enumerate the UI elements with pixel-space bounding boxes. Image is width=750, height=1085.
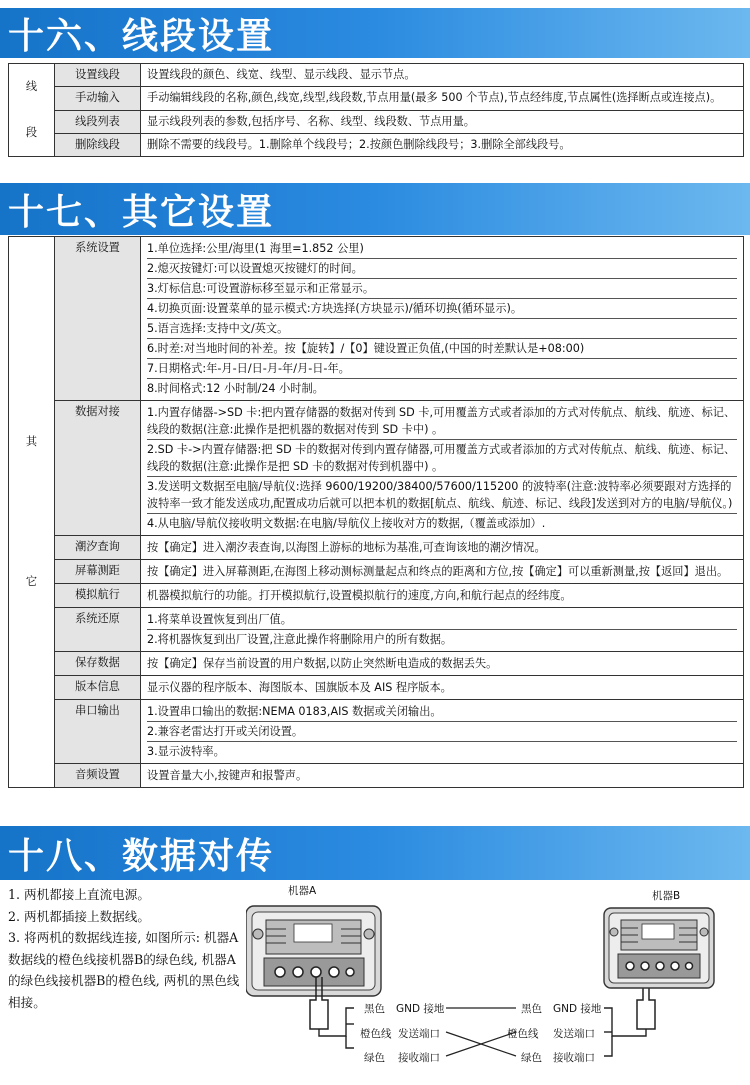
left-wire-orange-func: 发送端口 [398,1028,440,1040]
other-setting-row [9,676,744,700]
description-line: 6.时差:对当地时间的补差。按【旋转】/【0】键设置正负值,(中国的时差默认是+08:00) [147,338,737,358]
right-wire-green-func: 接收端口 [553,1052,595,1064]
step-1: 1. 两机都接上直流电源。 [8,887,150,902]
machine-b-label: 机器B [652,890,681,902]
segment-row [9,64,744,87]
other-setting-row [9,700,744,764]
setting-name: 数据对接 [55,401,141,536]
description-line: 7.日期格式:年-月-日/日-月-年/月-日-年。 [147,358,737,378]
segment-row [9,133,744,156]
description-line: 机器模拟航行的功能。打开模拟航行,设置模拟航行的速度,方向,和航行起点的经纬度。 [147,589,572,602]
description-line: 设置音量大小,按键声和报警声。 [147,769,308,782]
setting-name: 删除线段 [55,133,141,156]
right-wire-orange: 橙色线 [507,1028,539,1040]
description-line: 2.熄灭按键灯:可以设置熄灭按键灯的时间。 [147,258,737,278]
setting-name: 线段列表 [55,110,141,133]
description-line: 1.设置串口输出的数据:NEMA 0183,AIS 数据或关闭输出。 [147,705,442,718]
setting-description: 设置线段的颜色、线宽、线型、显示线段、显示节点。 [141,64,744,87]
other-setting-row [9,237,744,401]
setting-description [141,676,744,700]
setting-name: 版本信息 [55,676,141,700]
machine-a-device [246,906,381,996]
description-line: 4.从电脑/导航仪接收明文数据:在电脑/导航仪上接收对方的数据,（覆盖或添加）. [147,513,737,533]
section-16-title: 十六、线段设置 [0,8,750,58]
left-wire-green-func: 接收端口 [398,1052,440,1064]
description-line: 按【确定】进入潮汐表查询,以海图上游标的地标为基准,可查询该地的潮汐情况。 [147,541,546,554]
step-3: 3. 将两机的数据线连接, 如图所示: 机器A数据线的橙色线接机器B的绿色线, 机器A的绿色线接机器B的橙色线, 两机的黑色线相接。 [8,930,240,1010]
right-wire-orange-func: 发送端口 [553,1028,595,1040]
description-line: 按【确定】进入屏幕测距,在海图上移动测标测量起点和终点的距离和方位,按【确定】可以重新测量,按【返回】退出。 [147,565,729,578]
description-line: 4.切换页面:设置菜单的显示模式:方块选择(方块显示)/循环切换(循环显示)。 [147,298,737,318]
other-settings-table [8,236,744,788]
setting-description [141,560,744,584]
step-2: 2. 两机都插接上数据线。 [8,908,150,924]
left-wire-black-func: GND 接地 [396,1003,445,1015]
other-setting-row [9,560,744,584]
setting-description: 删除不需要的线段号。1.删除单个线段号；2.按颜色删除线段号；3.删除全部线段号。 [141,133,744,156]
description-line: 3.灯标信息:可设置游标移至显示和正常显示。 [147,278,737,298]
setting-description: 手动编辑线段的名称,颜色,线宽,线型,线段数,节点用量(最多 500 个节点),节点经纬度,节点属性(选择断点或连接点)。 [141,87,744,110]
setting-name: 系统还原 [55,608,141,652]
setting-description [141,700,744,764]
description-line: 按【确定】保存当前设置的用户数据,以防止突然断电造成的数据丢失。 [147,657,498,670]
setting-name: 音频设置 [55,764,141,788]
setting-name: 保存数据 [55,652,141,676]
description-line: 3.发送明文数据至电脑/导航仪:选择 9600/19200/38400/57600/115200 的波特率(注意:波特率必须要跟对方选择的波特率一致才能发送成功,配置成功后就可以把本机的数据[航点、航线、航迹、标记、线段]发送到对方的电脑/导航仪。) [147,476,737,513]
segment-row [9,110,744,133]
segment-settings-table [8,63,744,157]
other-setting-row [9,652,744,676]
left-wire-green: 绿色 [364,1052,385,1064]
setting-name: 串口输出 [55,700,141,764]
setting-name: 屏幕测距 [55,560,141,584]
description-line: 2.兼容老雷达打开或关闭设置。 [147,721,737,741]
setting-description [141,764,744,788]
group-label-text: 其它 [25,435,38,588]
group-label-other [9,237,55,788]
description-line: 1.内置存储器->SD 卡:把内置存储器的数据对传到 SD 卡,可用覆盖方式或者添加的方式对传航点、航线、航迹、标记、线段的数据(注意:此操作是把机器的数据对传到 SD 卡中) 。 [147,406,736,436]
setting-description: 显示线段列表的参数,包括序号、名称、线型、线段数、节点用量。 [141,110,744,133]
setting-name: 模拟航行 [55,584,141,608]
wiring-diagram [246,884,746,1074]
right-wire-black: 黑色 [521,1003,542,1015]
section-18-title: 十八、数据对传 [0,826,750,880]
other-setting-row [9,401,744,536]
setting-description [141,652,744,676]
description-line: 2.将机器恢复到出厂设置,注意此操作将删除用户的所有数据。 [147,629,737,649]
setting-description [141,401,744,536]
other-setting-row [9,764,744,788]
setting-name: 设置线段 [55,64,141,87]
left-wire-black: 黑色 [364,1003,385,1015]
left-wire-orange: 橙色线 [360,1028,392,1040]
other-setting-row [9,584,744,608]
description-line: 1.单位选择:公里/海里(1 海里=1.852 公里) [147,242,364,255]
description-line: 2.SD 卡->内置存储器:把 SD 卡的数据对传到内置存储器,可用覆盖方式或者添加的方式对传航点、航线、航迹、标记、线段的数据(注意:此操作是把 SD 卡的数据对传到机器中) 。 [147,439,737,476]
other-setting-row [9,608,744,652]
setting-name: 潮汐查询 [55,536,141,560]
setting-description [141,608,744,652]
data-transfer-steps [8,884,240,1013]
description-line: 5.语言选择:支持中文/英文。 [147,318,737,338]
setting-description [141,584,744,608]
segment-row [9,87,744,110]
description-line: 1.将菜单设置恢复到出厂值。 [147,613,292,626]
other-setting-row [9,536,744,560]
description-line: 8.时间格式:12 小时制/24 小时制。 [147,378,737,398]
description-line: 3.显示波特率。 [147,741,737,761]
group-label-text: 线段 [25,80,38,139]
setting-name: 系统设置 [55,237,141,401]
group-label-segment [9,64,55,157]
right-wire-green: 绿色 [521,1052,542,1064]
machine-b-device [604,908,714,988]
machine-a-label: 机器A [288,885,317,897]
description-line: 显示仪器的程序版本、海图版本、国旗版本及 AIS 程序版本。 [147,681,452,694]
section-17-title: 十七、其它设置 [0,183,750,235]
setting-description [141,536,744,560]
setting-name: 手动输入 [55,87,141,110]
right-wire-black-func: GND 接地 [553,1003,602,1015]
setting-description [141,237,744,401]
